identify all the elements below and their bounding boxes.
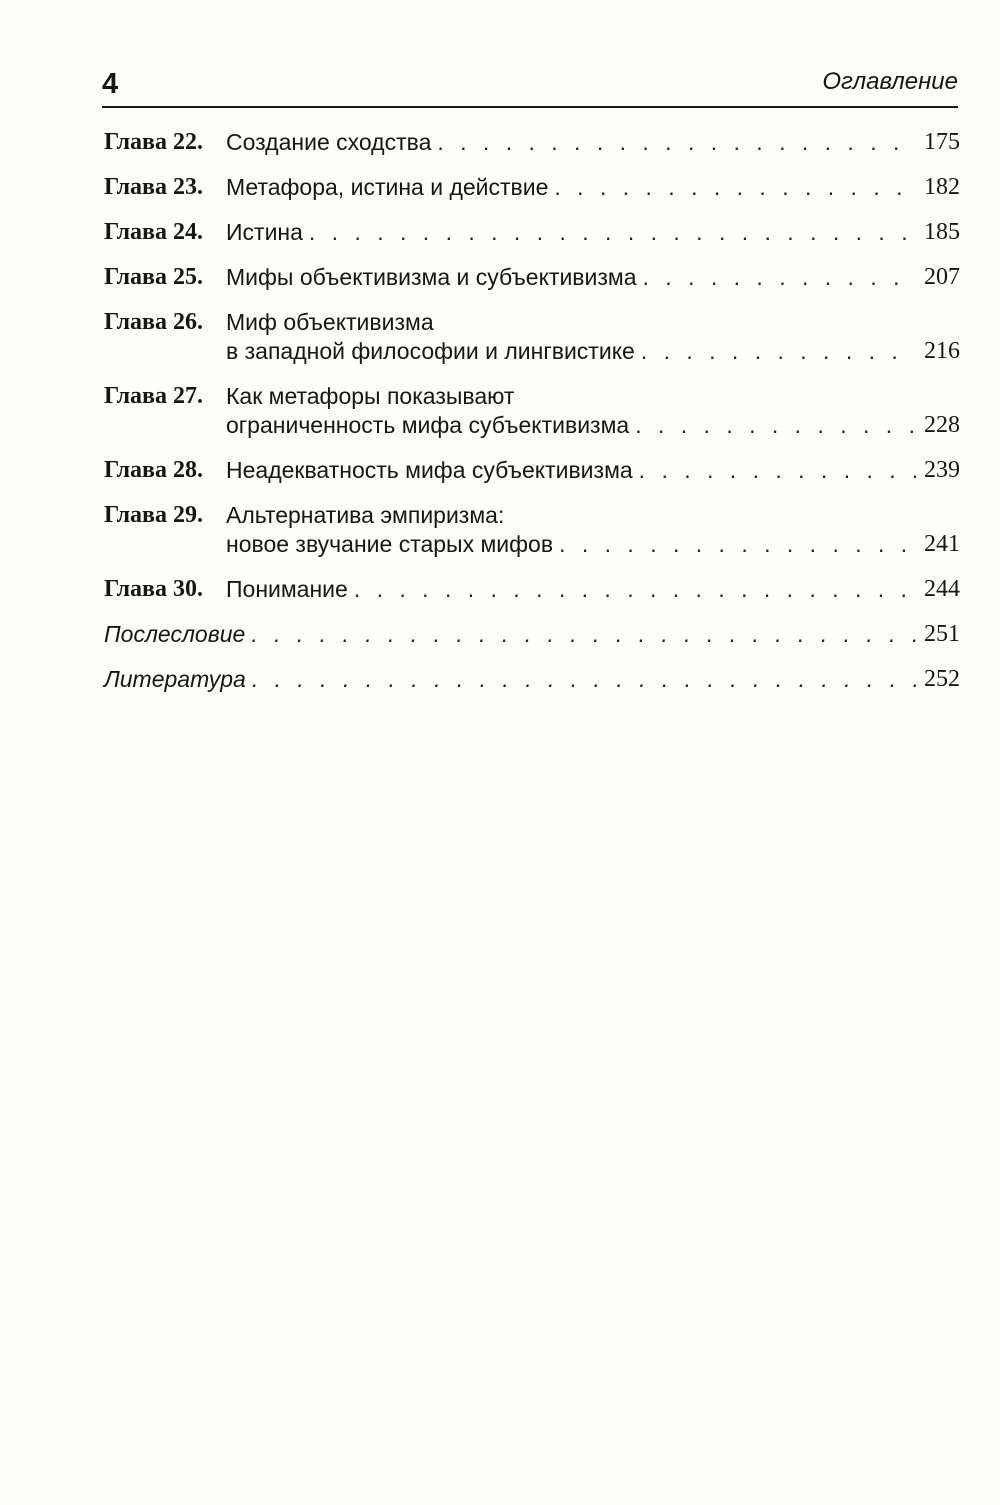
toc-entry-chapter-25[interactable] (104, 263, 960, 292)
chapter-title: Создание сходства (226, 129, 432, 155)
chapter-title-line-1: Миф объективизма (226, 309, 434, 335)
chapter-title: Понимание (226, 576, 348, 602)
dot-leader (251, 620, 916, 649)
page-ref: 185 (924, 219, 960, 245)
page-ref: 251 (924, 621, 960, 647)
chapter-title: Мифы объективизма и субъективизма (226, 264, 637, 290)
dot-leader (643, 263, 916, 292)
dot-leader (309, 218, 916, 247)
running-head: Оглавление (822, 68, 958, 95)
toc-entry-chapter-28[interactable] (104, 456, 960, 485)
dot-leader (635, 411, 916, 440)
toc-entry-chapter-23[interactable] (104, 173, 960, 202)
chapter-title: Метафора, истина и действие (226, 174, 549, 200)
dot-leader (639, 456, 916, 485)
chapter-title: ограниченность мифа субъективизма (226, 412, 630, 438)
toc-entry-chapter-24[interactable] (104, 218, 960, 247)
chapter-title: новое звучание старых мифов (226, 531, 554, 557)
backmatter-title: Послесловие (104, 621, 246, 647)
toc-entry-chapter-27[interactable] (104, 382, 960, 440)
chapter-title: Неадекватность мифа субъективизма (226, 457, 633, 483)
dot-leader (437, 128, 916, 157)
toc-entry-references[interactable] (104, 665, 960, 694)
dot-leader (554, 173, 916, 202)
page-ref: 207 (924, 264, 960, 290)
page-ref: 182 (924, 174, 960, 200)
toc-entry-chapter-29[interactable] (104, 501, 960, 559)
page-ref: 244 (924, 576, 960, 602)
page-ref: 241 (924, 531, 960, 557)
chapter-title: в западной философии и лингвистике (226, 338, 635, 364)
page-ref: 252 (924, 666, 960, 692)
page-ref: 175 (924, 129, 960, 155)
dot-leader (641, 337, 916, 366)
chapter-title: Истина (226, 219, 303, 245)
chapter-label: Глава 30. (104, 576, 203, 602)
dot-leader (354, 575, 916, 604)
toc-entry-chapter-30[interactable] (104, 575, 960, 604)
chapter-label: Глава 29. (104, 502, 203, 528)
chapter-title-line-1: Как метафоры показывают (226, 383, 515, 409)
chapter-label: Глава 26. (104, 309, 203, 335)
chapter-label: Глава 27. (104, 383, 203, 409)
chapter-title-line-1: Альтернатива эмпиризма: (226, 502, 505, 528)
backmatter-title: Литература (104, 666, 246, 692)
page-ref: 216 (924, 338, 960, 364)
page-ref: 239 (924, 457, 960, 483)
dot-leader (252, 665, 916, 694)
dot-leader (559, 530, 916, 559)
chapter-label: Глава 23. (104, 174, 203, 200)
chapter-label: Глава 25. (104, 264, 203, 290)
toc-entry-chapter-22[interactable] (104, 128, 960, 157)
table-of-contents (104, 128, 960, 710)
page-number: 4 (102, 68, 119, 100)
toc-entry-afterword[interactable] (104, 620, 960, 649)
chapter-label: Глава 22. (104, 129, 203, 155)
chapter-label: Глава 24. (104, 219, 203, 245)
chapter-label: Глава 28. (104, 457, 203, 483)
page-header (102, 62, 958, 108)
toc-entry-chapter-26[interactable] (104, 308, 960, 366)
page-ref: 228 (924, 412, 960, 438)
